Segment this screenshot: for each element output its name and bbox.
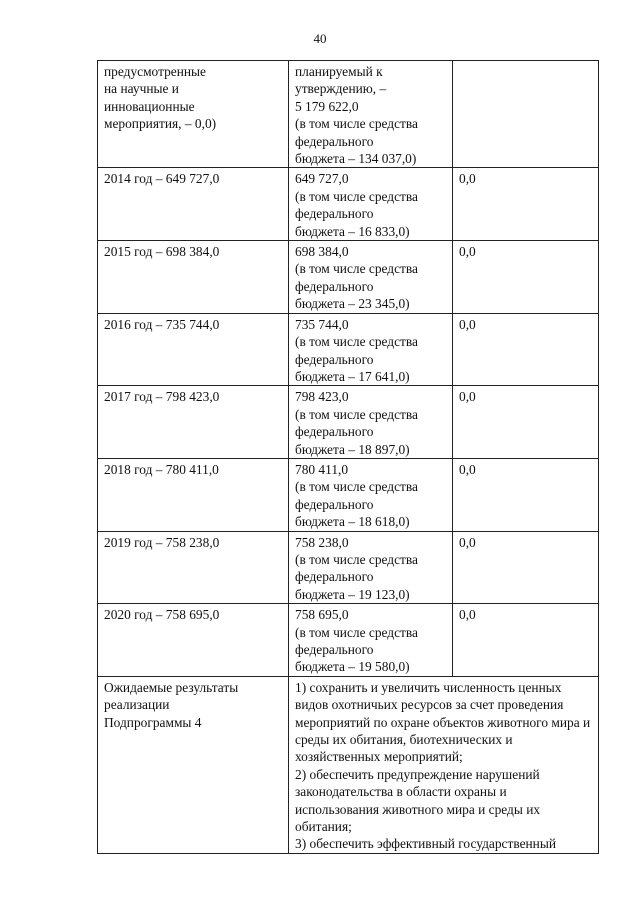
expected-results-label: Ожидаемые результаты реализации Подпрограммы 4 [98,676,289,853]
other-sources-cell: 0,0 [453,386,599,459]
table-row [98,676,599,853]
other-sources-cell: 0,0 [453,313,599,386]
table-row [98,386,599,459]
regional-budget-cell: 698 384,0 (в том числе средства федерального бюджета – 23 345,0) [289,241,453,314]
table-row [98,458,599,531]
table-cell: планируемый к утверждению, – 5 179 622,0 (в том числе средства федерального бюджета – 134 037,0) [289,61,453,168]
table-row [98,531,599,604]
year-total-cell: 2019 год – 758 238,0 [98,531,289,604]
financing-table [97,60,599,854]
regional-budget-cell: 758 695,0 (в том числе средства федерального бюджета – 19 580,0) [289,604,453,677]
regional-budget-cell: 758 238,0 (в том числе средства федерального бюджета – 19 123,0) [289,531,453,604]
expected-results-text: 1) сохранить и увеличить численность ценных видов охотничьих ресурсов за счет проведения мероприятий по охране объектов животного мира и среды их обитания, биотехнических и хозяйственных мероприятий; 2) обеспечить предупреждение нарушений законодательства в области охраны и использования животного мира и среды их обитания; 3) обеспечить эффективный государственный [289,676,599,853]
other-sources-cell: 0,0 [453,241,599,314]
regional-budget-cell: 649 727,0 (в том числе средства федерального бюджета – 16 833,0) [289,168,453,241]
other-sources-cell: 0,0 [453,604,599,677]
regional-budget-cell: 780 411,0 (в том числе средства федерального бюджета – 18 618,0) [289,458,453,531]
table-row [98,604,599,677]
table-row [98,168,599,241]
other-sources-cell: 0,0 [453,458,599,531]
page-number: 40 [313,31,327,46]
year-total-cell: 2020 год – 758 695,0 [98,604,289,677]
regional-budget-cell: 798 423,0 (в том числе средства федерального бюджета – 18 897,0) [289,386,453,459]
year-total-cell: 2016 год – 735 744,0 [98,313,289,386]
table-row [98,313,599,386]
other-sources-cell: 0,0 [453,531,599,604]
regional-budget-cell: 735 744,0 (в том числе средства федерального бюджета – 17 641,0) [289,313,453,386]
table-row [98,61,599,168]
table-row [98,241,599,314]
table-cell [453,61,599,168]
year-total-cell: 2014 год – 649 727,0 [98,168,289,241]
other-sources-cell: 0,0 [453,168,599,241]
year-total-cell: 2015 год – 698 384,0 [98,241,289,314]
year-total-cell: 2017 год – 798 423,0 [98,386,289,459]
year-total-cell: 2018 год – 780 411,0 [98,458,289,531]
table-cell: предусмотренные на научные и инновационные мероприятия, – 0,0) [98,61,289,168]
